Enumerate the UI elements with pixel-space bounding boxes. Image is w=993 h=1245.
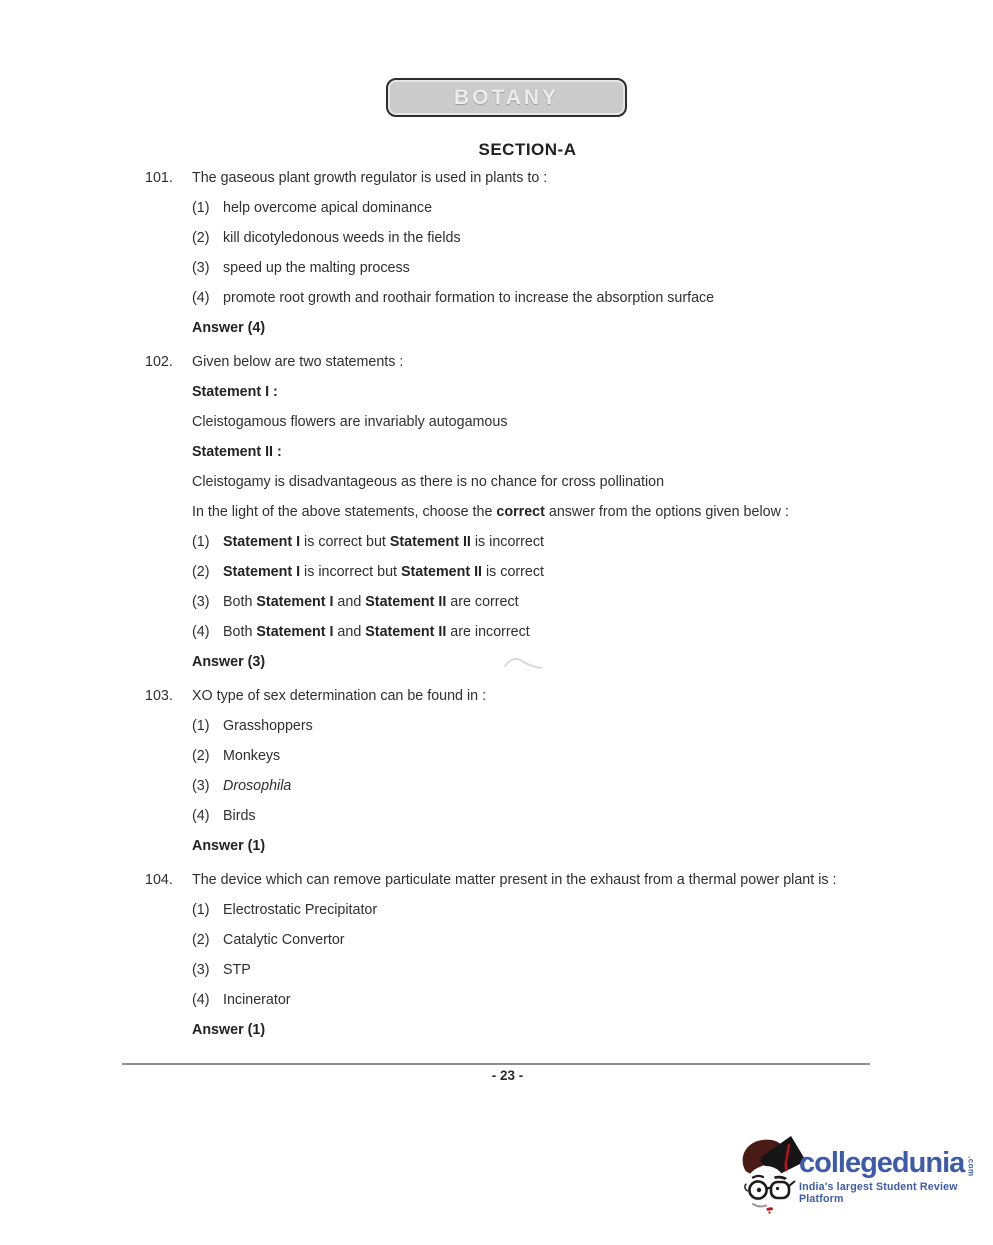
option-label: (1) [192,534,210,550]
option-label: (2) [192,564,210,580]
option-text: Grasshoppers [223,718,313,734]
question-block [145,352,915,672]
option-text: Both Statement I and Statement II are incorrect [223,624,530,640]
option-label: (3) [192,778,210,794]
option-row [192,622,915,642]
option-text: speed up the malting process [223,260,410,276]
option-label: (4) [192,290,210,306]
question-stem: Given below are two statements : [192,354,404,370]
answer-text: Answer (1) [192,838,266,854]
option-text: help overcome apical dominance [223,200,433,216]
option-row [192,900,915,920]
option-text: Electrostatic Precipitator [223,902,378,918]
question-head [145,168,915,188]
brand-tld: .com [966,1156,976,1177]
footer-divider [122,1063,870,1065]
option-row [192,228,915,248]
question-stem: The device which can remove particulate matter present in the exhaust from a thermal power plant is : [192,872,837,888]
logo-text-block [799,1134,993,1205]
question-number: 102. [145,354,173,370]
scan-artifact-squiggle [503,653,545,678]
question-number: 104. [145,872,173,888]
option-label: (4) [192,992,210,1008]
question-number: 103. [145,688,173,704]
option-text: Statement I is correct but Statement II is incorrect [223,534,544,550]
brand-wordmark: collegedunia [799,1147,965,1179]
option-row [192,930,915,950]
collegedunia-logo [733,1134,993,1219]
option-label: (4) [192,624,210,640]
question-block [145,870,915,1040]
option-text: kill dicotyledonous weeds in the fields [223,230,461,246]
statement-line: Statement I : [192,384,278,400]
option-label: (3) [192,260,210,276]
question-head [145,352,915,372]
option-row [192,746,915,766]
option-label: (2) [192,748,210,764]
option-row [192,532,915,552]
option-label: (1) [192,200,210,216]
option-text: Statement I is incorrect but Statement II is correct [223,564,544,580]
statement-line: Cleistogamy is disadvantageous as there is no chance for cross pollination [192,474,665,490]
question-stem: The gaseous plant growth regulator is used in plants to : [192,170,548,186]
option-row [192,806,915,826]
question-number: 101. [145,170,173,186]
option-row [192,990,915,1010]
option-text: promote root growth and roothair formation to increase the absorption surface [223,290,715,306]
option-row [192,258,915,278]
answer-text: Answer (4) [192,320,266,336]
option-row [192,198,915,218]
student-mascot-icon [733,1134,807,1219]
option-text: Birds [223,808,256,824]
option-label: (3) [192,962,210,978]
questions-list [145,168,915,1054]
option-text: Catalytic Convertor [223,932,345,948]
subject-badge [386,78,627,117]
question-stem: XO type of sex determination can be found in : [192,688,487,704]
question-block [145,168,915,338]
brand-tagline: India's largest Student Review Platform [799,1181,958,1205]
answer-text: Answer (1) [192,1022,266,1038]
question-head [145,686,915,706]
option-label: (2) [192,932,210,948]
option-text: STP [223,962,251,978]
section-heading: SECTION-A [478,140,577,159]
option-row [192,592,915,612]
question-block [145,686,915,856]
option-text: Incinerator [223,992,291,1008]
option-row [192,562,915,582]
question-head [145,870,915,890]
option-row [192,716,915,736]
option-row [192,288,915,308]
statement-line: In the light of the above statements, choose the correct answer from the options given below : [192,504,789,520]
option-row [192,776,915,796]
page-number: - 23 - [491,1068,524,1083]
option-label: (1) [192,902,210,918]
option-text: Monkeys [223,748,281,764]
option-text: Drosophila [223,778,292,794]
option-label: (2) [192,230,210,246]
subject-badge-label: BOTANY [453,85,560,109]
option-label: (1) [192,718,210,734]
option-label: (4) [192,808,210,824]
answer-text: Answer (3) [192,654,266,670]
option-row [192,960,915,980]
statement-line: Cleistogamous flowers are invariably autogamous [192,414,508,430]
option-text: Both Statement I and Statement II are correct [223,594,519,610]
statement-line: Statement II : [192,444,282,460]
option-label: (3) [192,594,210,610]
